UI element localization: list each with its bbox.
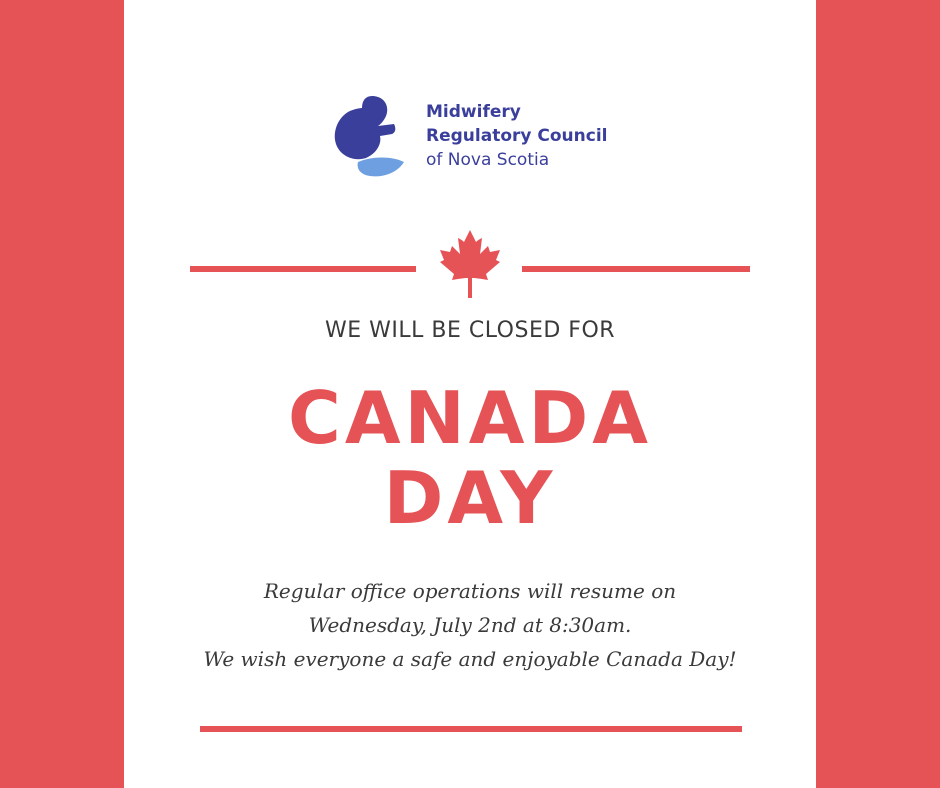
- holiday-headline: [124, 378, 816, 538]
- divider-left: [190, 266, 416, 272]
- headline-line-1: CANADA: [287, 376, 653, 460]
- right-red-band: [816, 0, 940, 788]
- message-line-2: Wednesday, July 2nd at 8:30am.: [308, 613, 632, 637]
- closed-notice: WE WILL BE CLOSED FOR: [324, 318, 616, 343]
- resume-message: [124, 574, 816, 676]
- logo-line-1: Midwifery: [426, 102, 521, 122]
- maple-leaf-icon: [438, 228, 502, 300]
- logo-line-3: of Nova Scotia: [426, 150, 550, 170]
- divider-right: [522, 266, 750, 272]
- logo-line-2: Regulatory Council: [426, 126, 608, 146]
- headline-line-2: DAY: [383, 456, 557, 540]
- left-red-band: [0, 0, 124, 788]
- council-logo: [332, 92, 632, 184]
- message-line-1: Regular office operations will resume on: [263, 579, 677, 603]
- mother-and-child-icon: [332, 92, 412, 184]
- divider-bottom: [200, 726, 742, 732]
- message-line-3: We wish everyone a safe and enjoyable Canada Day!: [203, 647, 737, 671]
